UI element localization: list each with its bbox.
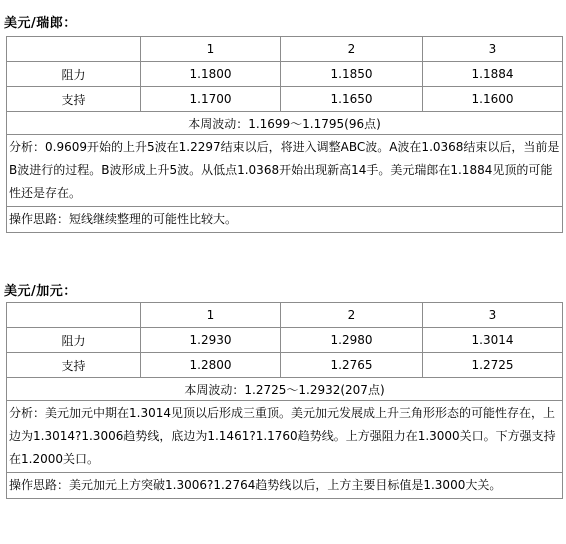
header-cell-3: 3 [423,303,563,328]
resistance-value-3: 1.3014 [423,328,563,353]
usdcad-table [6,302,563,499]
support-value-2: 1.2765 [281,353,423,378]
support-value-3: 1.2725 [423,353,563,378]
table-header-row [7,37,563,62]
resistance-label: 阻力 [7,62,141,87]
section-title-usdcad: 美元/加元： [4,284,77,299]
table-header-row [7,303,563,328]
header-cell-1: 1 [141,37,281,62]
strategy-text: 操作思路：短线继续整理的可能性比较大。 [7,207,563,233]
resistance-value-1: 1.1800 [141,62,281,87]
analysis-row [7,401,563,473]
support-label: 支持 [7,87,141,112]
header-cell-empty [7,303,141,328]
resistance-row [7,62,563,87]
support-row [7,87,563,112]
usdchf-table [6,36,563,233]
analysis-row [7,135,563,207]
support-value-3: 1.1600 [423,87,563,112]
header-cell-3: 3 [423,37,563,62]
resistance-value-1: 1.2930 [141,328,281,353]
weekly-range: 本周波动：1.2725～1.2932(207点) [7,378,563,401]
weekly-range-row [7,378,563,401]
header-cell-empty [7,37,141,62]
header-cell-1: 1 [141,303,281,328]
header-cell-2: 2 [281,303,423,328]
weekly-range: 本周波动：1.1699～1.1795(96点) [7,112,563,135]
support-value-1: 1.1700 [141,87,281,112]
strategy-row [7,207,563,233]
support-label: 支持 [7,353,141,378]
resistance-value-2: 1.2980 [281,328,423,353]
strategy-row [7,473,563,499]
strategy-text: 操作思路：美元加元上方突破1.3006?1.2764趋势线以后，上方主要目标值是1.3000大关。 [7,473,563,499]
resistance-label: 阻力 [7,328,141,353]
resistance-value-2: 1.1850 [281,62,423,87]
resistance-value-3: 1.1884 [423,62,563,87]
header-cell-2: 2 [281,37,423,62]
support-value-1: 1.2800 [141,353,281,378]
support-value-2: 1.1650 [281,87,423,112]
weekly-range-row [7,112,563,135]
analysis-text: 分析：0.9609开始的上升5波在1.2297结束以后，将进入调整ABC波。A波在1.0368结束以后，当前是B波进行的过程。B波形成上升5波。从低点1.0368开始出现新高14手。美元瑞郎在1.1884见顶的可能性还是存在。 [7,135,563,207]
analysis-text: 分析：美元加元中期在1.3014见顶以后形成三重顶。美元加元发展成上升三角形形态的可能性存在，上边为1.3014?1.3006趋势线，底边为1.1461?1.1760趋势线。上方强阻力在1.3000关口。下方强支持在1.2000关口。 [7,401,563,473]
section-title-usdchf: 美元/瑞郎： [4,16,77,31]
resistance-row [7,328,563,353]
support-row [7,353,563,378]
